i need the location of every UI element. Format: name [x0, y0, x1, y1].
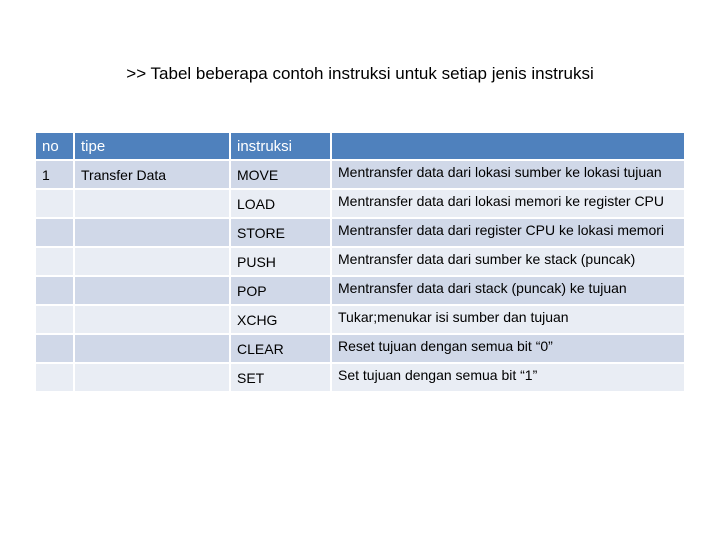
- cell-no: 1: [36, 160, 74, 189]
- deskripsi-text: Mentransfer data dari sumber ke stack (puncak): [338, 250, 636, 267]
- cell-no: [36, 276, 74, 305]
- cell-tipe: [74, 334, 230, 363]
- table-row: [36, 218, 684, 247]
- header-deskripsi: [331, 133, 684, 160]
- cell-instruksi: CLEAR: [230, 334, 331, 363]
- header-instruksi: instruksi: [230, 133, 331, 160]
- cell-instruksi: SET: [230, 363, 331, 391]
- cell-deskripsi: [331, 276, 684, 305]
- deskripsi-text: Mentransfer data dari register CPU ke lokasi memori: [338, 221, 665, 238]
- table-row: [36, 305, 684, 334]
- cell-tipe: [74, 247, 230, 276]
- page-title: >> Tabel beberapa contoh instruksi untuk setiap jenis instruksi: [126, 64, 594, 83]
- cell-tipe: [74, 305, 230, 334]
- table-header-row: [36, 133, 684, 160]
- cell-tipe: Transfer Data: [74, 160, 230, 189]
- deskripsi-text: Mentransfer data dari lokasi memori ke register CPU: [338, 192, 665, 209]
- cell-no: [36, 334, 74, 363]
- cell-instruksi: LOAD: [230, 189, 331, 218]
- cell-deskripsi: [331, 218, 684, 247]
- cell-tipe: [74, 276, 230, 305]
- header-tipe: tipe: [74, 133, 230, 160]
- cell-deskripsi: [331, 334, 684, 363]
- cell-no: [36, 247, 74, 276]
- cell-no: [36, 305, 74, 334]
- table-row: [36, 247, 684, 276]
- deskripsi-text: Mentransfer data dari stack (puncak) ke tujuan: [338, 279, 627, 296]
- cell-instruksi: POP: [230, 276, 331, 305]
- deskripsi-text: Tukar;menukar isi sumber dan tujuan: [338, 308, 569, 325]
- deskripsi-text: Reset tujuan dengan semua bit “0”: [338, 337, 553, 354]
- cell-tipe: [74, 218, 230, 247]
- cell-tipe: [74, 189, 230, 218]
- deskripsi-text: Set tujuan dengan semua bit “1”: [338, 366, 538, 383]
- header-no: no: [36, 133, 74, 160]
- deskripsi-text: Mentransfer data dari lokasi sumber ke lokasi tujuan: [338, 163, 662, 180]
- cell-instruksi: MOVE: [230, 160, 331, 189]
- cell-instruksi: PUSH: [230, 247, 331, 276]
- cell-deskripsi: [331, 160, 684, 189]
- cell-instruksi: STORE: [230, 218, 331, 247]
- cell-tipe: [74, 363, 230, 391]
- instruction-table: [36, 133, 684, 391]
- cell-deskripsi: [331, 189, 684, 218]
- cell-deskripsi: [331, 247, 684, 276]
- cell-instruksi: XCHG: [230, 305, 331, 334]
- cell-no: [36, 363, 74, 391]
- table-row: [36, 363, 684, 391]
- table-row: [36, 160, 684, 189]
- table-row: [36, 276, 684, 305]
- table-row: [36, 189, 684, 218]
- cell-no: [36, 189, 74, 218]
- cell-no: [36, 218, 74, 247]
- table-row: [36, 334, 684, 363]
- cell-deskripsi: [331, 363, 684, 391]
- cell-deskripsi: [331, 305, 684, 334]
